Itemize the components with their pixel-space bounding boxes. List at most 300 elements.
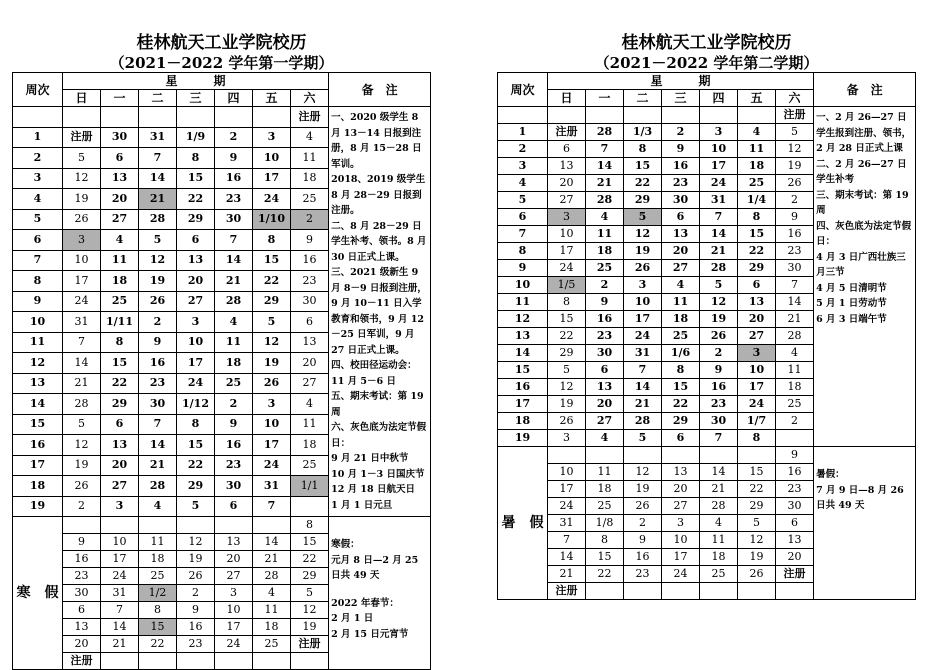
date-cell: 24 xyxy=(253,189,291,210)
date-cell: 15 xyxy=(548,311,586,328)
date-cell: 3 xyxy=(253,394,291,415)
date-cell: 5 xyxy=(700,277,738,294)
date-cell: 3 xyxy=(548,209,586,226)
date-cell: 15 xyxy=(586,549,624,566)
date-cell: 19 xyxy=(253,353,291,374)
date-cell xyxy=(253,653,291,670)
note-line: 六、灰色底为法定节假日： xyxy=(331,422,427,449)
note-line: 五、期末考试：第 19 周 xyxy=(331,391,424,418)
date-cell: 8 xyxy=(253,230,291,251)
date-cell: 27 xyxy=(586,413,624,430)
date-cell: 23 xyxy=(700,396,738,413)
date-cell: 11 xyxy=(291,414,329,435)
date-cell: 6 xyxy=(63,602,101,619)
date-cell: 9 xyxy=(177,602,215,619)
date-cell: 26 xyxy=(253,373,291,394)
date-cell: 27 xyxy=(101,209,139,230)
date-cell xyxy=(662,583,700,600)
date-cell: 10 xyxy=(177,332,215,353)
date-cell: 16 xyxy=(624,549,662,566)
note-line: 二、8 月 28－29 日学生补考、领书。8 月 30 日正式上课。 xyxy=(331,220,427,263)
date-cell: 18 xyxy=(253,619,291,636)
date-cell: 6 xyxy=(291,312,329,333)
date-cell xyxy=(548,447,586,464)
date-cell: 1/12 xyxy=(177,394,215,415)
calendar-subtitle: （2021－2022 学年第一学期） xyxy=(109,54,334,72)
date-cell: 13 xyxy=(776,532,814,549)
date-cell: 29 xyxy=(177,209,215,230)
date-cell: 9 xyxy=(215,148,253,169)
vacation-note-line: 寒假： xyxy=(331,539,360,550)
note-line: 1 月 1 日元旦 xyxy=(331,499,393,511)
date-cell: 24 xyxy=(624,328,662,345)
date-cell: 5 xyxy=(624,430,662,447)
date-cell: 18 xyxy=(586,481,624,498)
weekday-header: 二 xyxy=(139,90,177,107)
date-cell: 11 xyxy=(776,362,814,379)
date-cell: 29 xyxy=(738,260,776,277)
date-cell: 29 xyxy=(291,568,329,585)
date-cell: 30 xyxy=(662,192,700,209)
date-cell: 23 xyxy=(624,566,662,583)
date-cell: 3 xyxy=(548,430,586,447)
date-cell: 18 xyxy=(101,271,139,292)
week-number: 18 xyxy=(13,476,63,497)
date-cell: 24 xyxy=(215,636,253,653)
note-line: 2018、2019 级学生 8 月 28－29 日报到注册。 xyxy=(331,174,426,216)
date-cell xyxy=(662,447,700,464)
date-cell: 26 xyxy=(700,328,738,345)
date-cell: 25 xyxy=(662,328,700,345)
date-cell: 9 xyxy=(624,532,662,549)
date-cell: 1/10 xyxy=(253,209,291,230)
notes-cell xyxy=(329,107,431,517)
week-cell xyxy=(13,107,63,128)
date-cell: 16 xyxy=(215,168,253,189)
date-cell: 25 xyxy=(586,498,624,515)
date-cell xyxy=(776,430,814,447)
date-cell xyxy=(586,583,624,600)
date-cell: 28 xyxy=(700,260,738,277)
date-cell: 8 xyxy=(101,332,139,353)
notes-cell xyxy=(814,107,916,447)
date-cell: 5 xyxy=(624,209,662,226)
date-cell: 16 xyxy=(139,353,177,374)
date-cell: 18 xyxy=(738,158,776,175)
date-cell: 19 xyxy=(738,549,776,566)
date-cell: 14 xyxy=(624,379,662,396)
date-cell: 7 xyxy=(101,602,139,619)
week-number: 10 xyxy=(13,312,63,333)
date-cell xyxy=(662,107,700,124)
date-cell: 9 xyxy=(139,332,177,353)
date-cell: 27 xyxy=(291,373,329,394)
date-cell: 26 xyxy=(63,476,101,497)
date-cell: 2 xyxy=(586,277,624,294)
date-cell: 7 xyxy=(63,332,101,353)
date-cell: 21 xyxy=(215,271,253,292)
date-cell: 23 xyxy=(215,455,253,476)
date-cell: 19 xyxy=(776,158,814,175)
date-cell: 19 xyxy=(548,396,586,413)
date-cell: 11 xyxy=(738,141,776,158)
date-cell: 16 xyxy=(700,379,738,396)
date-cell: 8 xyxy=(177,148,215,169)
date-cell: 12 xyxy=(776,141,814,158)
date-cell: 4 xyxy=(700,515,738,532)
date-cell: 30 xyxy=(776,260,814,277)
date-cell: 28 xyxy=(215,291,253,312)
date-cell: 20 xyxy=(586,396,624,413)
date-cell: 20 xyxy=(662,243,700,260)
date-cell: 22 xyxy=(253,271,291,292)
date-cell: 29 xyxy=(548,345,586,362)
date-cell: 8 xyxy=(624,141,662,158)
date-cell: 4 xyxy=(586,430,624,447)
date-cell: 30 xyxy=(63,585,101,602)
date-cell: 26 xyxy=(548,413,586,430)
date-cell: 24 xyxy=(700,175,738,192)
date-cell: 8 xyxy=(139,602,177,619)
date-cell: 18 xyxy=(139,551,177,568)
date-cell: 1/11 xyxy=(101,312,139,333)
week-number: 5 xyxy=(498,192,548,209)
date-cell: 29 xyxy=(662,413,700,430)
date-cell: 4 xyxy=(291,394,329,415)
date-cell: 19 xyxy=(177,551,215,568)
date-cell: 12 xyxy=(624,226,662,243)
weekday-header: 日 xyxy=(548,90,586,107)
date-cell: 9 xyxy=(700,362,738,379)
week-number: 19 xyxy=(498,430,548,447)
date-cell: 17 xyxy=(700,158,738,175)
date-cell: 8 xyxy=(738,209,776,226)
date-cell: 26 xyxy=(738,566,776,583)
date-cell: 3 xyxy=(177,312,215,333)
date-cell: 25 xyxy=(776,396,814,413)
date-cell: 13 xyxy=(63,619,101,636)
date-cell: 14 xyxy=(776,294,814,311)
date-cell: 3 xyxy=(624,277,662,294)
date-cell: 9 xyxy=(291,230,329,251)
date-cell: 22 xyxy=(101,373,139,394)
date-cell: 17 xyxy=(63,271,101,292)
date-cell: 4 xyxy=(586,209,624,226)
date-cell: 20 xyxy=(291,353,329,374)
date-cell: 26 xyxy=(624,260,662,277)
date-cell: 6 xyxy=(776,515,814,532)
date-cell: 19 xyxy=(624,243,662,260)
date-cell: 13 xyxy=(177,250,215,271)
date-cell: 15 xyxy=(139,619,177,636)
weekday-header: 六 xyxy=(776,90,814,107)
date-cell xyxy=(548,107,586,124)
date-cell: 3 xyxy=(253,127,291,148)
date-cell: 28 xyxy=(139,476,177,497)
week-number: 16 xyxy=(498,379,548,396)
week-number: 16 xyxy=(13,435,63,456)
date-cell: 29 xyxy=(253,291,291,312)
date-cell: 14 xyxy=(101,619,139,636)
date-cell: 22 xyxy=(586,566,624,583)
weekday-group-header: 星 期 xyxy=(63,73,329,90)
date-cell: 14 xyxy=(139,168,177,189)
date-cell: 25 xyxy=(291,189,329,210)
date-cell: 8 xyxy=(548,294,586,311)
date-cell: 13 xyxy=(662,464,700,481)
date-cell: 28 xyxy=(253,568,291,585)
date-cell: 12 xyxy=(139,250,177,271)
date-cell: 3 xyxy=(215,585,253,602)
date-cell: 26 xyxy=(177,568,215,585)
date-cell: 19 xyxy=(624,481,662,498)
date-cell: 23 xyxy=(291,271,329,292)
date-cell: 1/3 xyxy=(624,124,662,141)
week-number: 1 xyxy=(13,127,63,148)
date-cell xyxy=(101,517,139,534)
date-cell: 26 xyxy=(139,291,177,312)
date-cell xyxy=(139,653,177,670)
date-cell: 20 xyxy=(215,551,253,568)
date-cell: 12 xyxy=(63,168,101,189)
vacation-label: 暑 假 xyxy=(498,447,548,600)
date-cell: 4 xyxy=(291,127,329,148)
date-cell xyxy=(624,583,662,600)
week-number: 13 xyxy=(498,328,548,345)
date-cell: 2 xyxy=(139,312,177,333)
date-cell: 22 xyxy=(291,551,329,568)
week-number: 12 xyxy=(13,353,63,374)
date-cell: 18 xyxy=(776,379,814,396)
date-cell: 5 xyxy=(738,515,776,532)
date-cell: 1/9 xyxy=(177,127,215,148)
date-cell: 29 xyxy=(101,394,139,415)
note-line: 9 月 21 日中秋节 xyxy=(331,453,409,464)
date-cell: 12 xyxy=(291,602,329,619)
date-cell: 18 xyxy=(700,549,738,566)
date-cell: 17 xyxy=(253,168,291,189)
date-cell: 11 xyxy=(253,602,291,619)
date-cell: 12 xyxy=(253,332,291,353)
date-cell: 31 xyxy=(63,312,101,333)
date-cell: 14 xyxy=(215,250,253,271)
date-cell: 注册 xyxy=(63,653,101,670)
date-cell: 5 xyxy=(63,414,101,435)
date-cell: 10 xyxy=(662,532,700,549)
date-cell: 16 xyxy=(291,250,329,271)
date-cell: 1/7 xyxy=(738,413,776,430)
note-line: 二、2 月 26—27 日学生补考 xyxy=(816,158,907,185)
date-cell: 18 xyxy=(662,311,700,328)
date-cell xyxy=(63,517,101,534)
week-number: 14 xyxy=(13,394,63,415)
date-cell: 2 xyxy=(700,345,738,362)
date-cell: 25 xyxy=(738,175,776,192)
date-cell: 11 xyxy=(215,332,253,353)
date-cell: 12 xyxy=(624,464,662,481)
date-cell: 24 xyxy=(738,396,776,413)
date-cell xyxy=(101,653,139,670)
note-line: 四、灰色底为法定节假日： xyxy=(816,220,912,247)
date-cell: 26 xyxy=(624,498,662,515)
vacation-label: 寒 假 xyxy=(13,517,63,670)
calendar-title: 桂林航天工业学院校历 xyxy=(136,33,307,53)
date-cell: 30 xyxy=(101,127,139,148)
weekday-header: 一 xyxy=(586,90,624,107)
week-header: 周次 xyxy=(498,73,548,107)
date-cell: 23 xyxy=(63,568,101,585)
date-cell: 19 xyxy=(700,311,738,328)
date-cell: 14 xyxy=(700,464,738,481)
date-cell: 4 xyxy=(738,124,776,141)
date-cell: 5 xyxy=(548,362,586,379)
note-line: 5 月 1 日劳动节 xyxy=(816,298,887,309)
date-cell: 24 xyxy=(662,566,700,583)
date-cell: 12 xyxy=(738,532,776,549)
weekday-header: 五 xyxy=(738,90,776,107)
date-cell: 26 xyxy=(776,175,814,192)
date-cell: 27 xyxy=(177,291,215,312)
date-cell xyxy=(177,107,215,128)
date-cell: 25 xyxy=(291,455,329,476)
date-cell: 注册 xyxy=(776,107,814,124)
date-cell: 21 xyxy=(101,636,139,653)
date-cell: 28 xyxy=(139,209,177,230)
date-cell: 30 xyxy=(776,498,814,515)
weekday-header: 二 xyxy=(624,90,662,107)
vacation-note-line: 2022 年春节： xyxy=(331,597,399,609)
vacation-note-line: 7 月 9 日—8 月 26 日共 49 天 xyxy=(816,484,904,511)
date-cell: 27 xyxy=(738,328,776,345)
date-cell: 23 xyxy=(177,636,215,653)
date-cell: 30 xyxy=(586,345,624,362)
week-number: 6 xyxy=(13,230,63,251)
note-line: 三、2021 级新生 9 月 8－9 日报到注册，9 月 10－11 日入学教育和领书，9 月 12－25 日军训，9 月 27 日正式上课。 xyxy=(331,267,427,356)
date-cell: 15 xyxy=(291,534,329,551)
date-cell: 15 xyxy=(177,168,215,189)
date-cell xyxy=(776,583,814,600)
week-number: 4 xyxy=(498,175,548,192)
date-cell: 25 xyxy=(139,568,177,585)
date-cell: 1/6 xyxy=(662,345,700,362)
date-cell xyxy=(63,107,101,128)
calendar-table xyxy=(12,72,431,670)
date-cell: 6 xyxy=(101,148,139,169)
date-cell: 10 xyxy=(624,294,662,311)
spacer xyxy=(816,449,913,467)
date-cell: 29 xyxy=(177,476,215,497)
date-cell xyxy=(215,517,253,534)
note-line: 一、2 月 26—27 日学生报到注册、领书，2 月 28 日正式上课 xyxy=(816,112,912,154)
date-cell: 2 xyxy=(624,515,662,532)
date-cell: 3 xyxy=(700,124,738,141)
date-cell: 2 xyxy=(776,413,814,430)
date-cell: 22 xyxy=(624,175,662,192)
date-cell: 31 xyxy=(700,192,738,209)
semester-1-calendar xyxy=(12,0,431,670)
date-cell: 3 xyxy=(738,345,776,362)
date-cell: 10 xyxy=(215,602,253,619)
date-cell: 10 xyxy=(101,534,139,551)
date-cell: 11 xyxy=(291,148,329,169)
vacation-row xyxy=(13,517,431,534)
date-cell: 2 xyxy=(215,394,253,415)
date-cell xyxy=(177,653,215,670)
week-number: 2 xyxy=(498,141,548,158)
date-cell: 16 xyxy=(776,464,814,481)
date-cell: 24 xyxy=(177,373,215,394)
date-cell: 21 xyxy=(700,481,738,498)
week-number: 3 xyxy=(13,168,63,189)
date-cell: 20 xyxy=(177,271,215,292)
date-cell: 12 xyxy=(177,534,215,551)
spacer xyxy=(331,519,428,537)
date-cell: 13 xyxy=(101,168,139,189)
semester-2-calendar xyxy=(497,0,916,600)
week-number: 3 xyxy=(498,158,548,175)
date-cell: 1/2 xyxy=(139,585,177,602)
date-cell: 10 xyxy=(700,141,738,158)
date-cell: 30 xyxy=(215,209,253,230)
date-cell: 25 xyxy=(700,566,738,583)
weekday-header: 三 xyxy=(177,90,215,107)
date-cell: 17 xyxy=(548,243,586,260)
date-cell xyxy=(215,107,253,128)
week-number: 10 xyxy=(498,277,548,294)
weekday-header: 三 xyxy=(662,90,700,107)
date-cell: 4 xyxy=(253,585,291,602)
date-cell: 25 xyxy=(215,373,253,394)
date-cell: 11 xyxy=(101,250,139,271)
date-cell: 20 xyxy=(63,636,101,653)
date-cell: 24 xyxy=(101,568,139,585)
vacation-notes-cell xyxy=(814,447,916,600)
date-cell: 26 xyxy=(63,209,101,230)
date-cell: 14 xyxy=(139,435,177,456)
date-cell: 7 xyxy=(253,496,291,517)
date-cell: 19 xyxy=(63,189,101,210)
weekday-header: 五 xyxy=(253,90,291,107)
date-cell xyxy=(738,583,776,600)
date-cell: 2 xyxy=(177,585,215,602)
date-cell: 14 xyxy=(63,353,101,374)
date-cell: 17 xyxy=(738,379,776,396)
date-cell: 7 xyxy=(776,277,814,294)
date-cell xyxy=(291,496,329,517)
date-cell: 13 xyxy=(215,534,253,551)
date-cell: 28 xyxy=(700,498,738,515)
weekday-header: 六 xyxy=(291,90,329,107)
date-cell: 6 xyxy=(548,141,586,158)
week-number: 8 xyxy=(13,271,63,292)
date-cell: 17 xyxy=(101,551,139,568)
week-number: 7 xyxy=(498,226,548,243)
note-line: 4 月 5 日清明节 xyxy=(816,282,887,294)
date-cell: 17 xyxy=(215,619,253,636)
date-cell: 27 xyxy=(662,260,700,277)
date-cell: 25 xyxy=(253,636,291,653)
date-cell: 24 xyxy=(253,455,291,476)
week-number: 9 xyxy=(498,260,548,277)
date-cell xyxy=(177,517,215,534)
note-line: 6 月 3 日端午节 xyxy=(816,313,887,325)
date-cell: 20 xyxy=(776,549,814,566)
week-number: 13 xyxy=(13,373,63,394)
date-cell: 12 xyxy=(548,379,586,396)
notes-header: 备 注 xyxy=(329,73,431,107)
date-cell xyxy=(586,107,624,124)
vacation-note-line xyxy=(331,584,428,596)
